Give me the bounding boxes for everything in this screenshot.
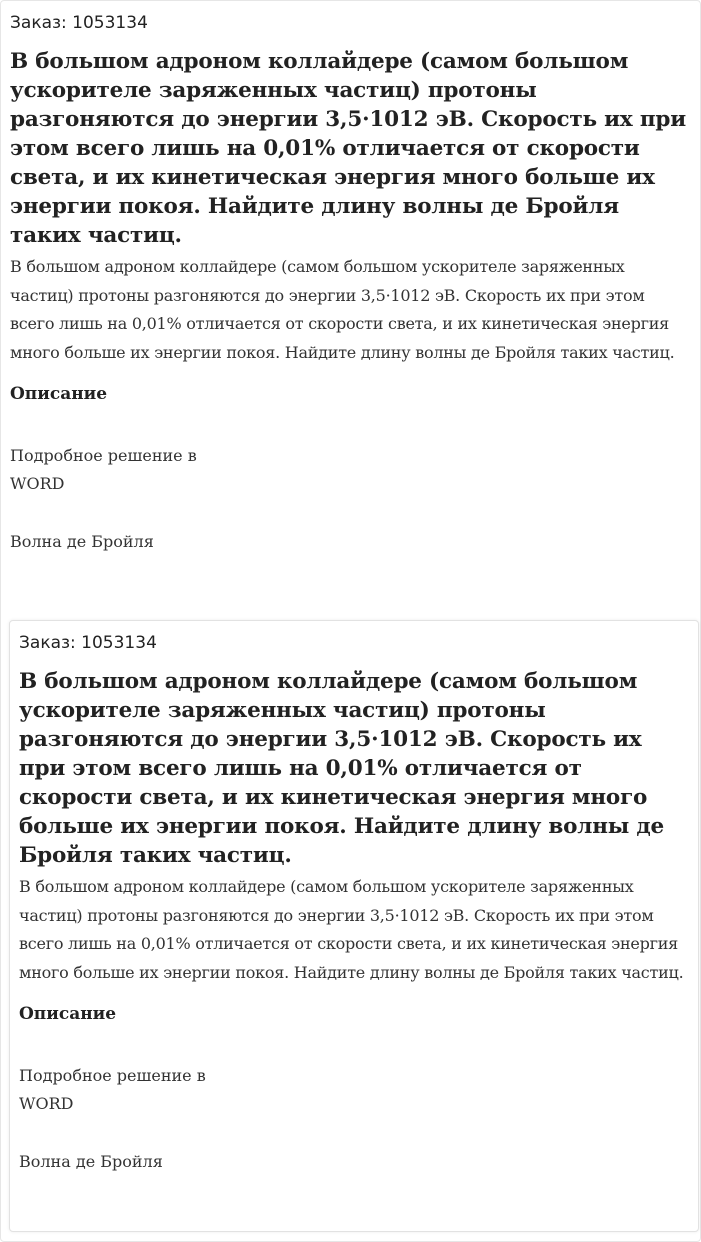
description-heading: Описание — [19, 1004, 117, 1024]
description-block — [10, 442, 691, 498]
description-format: WORD — [19, 1094, 74, 1113]
description-heading: Описание — [10, 384, 108, 404]
problem-title: В большом адроном коллайдере (самом большом ускорителе заряженных частиц) протоны разгоняются до энергии 3,5·1012 эВ. Скорость их при этом всего лишь на 0,01% отличается от скорости света, и их кинетическая энергия много больше их энергии покоя. Найдите длину волны де Бройля таких частиц. — [10, 49, 686, 248]
problem-title: В большом адроном коллайдере (самом большом ускорителе заряженных частиц) протоны разгоняются до энергии 3,5·1012 эВ. Скорость их при этом всего лишь на 0,01% отличается от скорости света, и их кинетическая энергия много больше их энергии покоя. Найдите длину волны де Бройля таких частиц. — [19, 669, 665, 868]
topic-tag: Волна де Бройля — [10, 532, 154, 551]
description-format: WORD — [10, 474, 65, 493]
description-line: Подробное решение в — [10, 446, 197, 465]
problem-text: В большом адроном коллайдере (самом большом ускорителе заряженных частиц) протоны разгоняются до энергии 3,5·1012 эВ. Скорость их при этом всего лишь на 0,01% отличается от скорости света, и их кинетическая энергия много больше их энергии покоя. Найдите длину волны де Бройля таких частиц. — [19, 877, 684, 982]
order-number: Заказ: 1053134 — [10, 13, 148, 33]
problem-text: В большом адроном коллайдере (самом большом ускорителе заряженных частиц) протоны разгоняются до энергии 3,5·1012 эВ. Скорость их при этом всего лишь на 0,01% отличается от скорости света, и их кинетическая энергия много больше их энергии покоя. Найдите длину волны де Бройля таких частиц. — [10, 257, 675, 362]
description-line: Подробное решение в — [19, 1066, 206, 1085]
description-block — [19, 1062, 689, 1118]
topic-tag: Волна де Бройля — [19, 1152, 163, 1171]
order-card-nested — [9, 620, 699, 1232]
order-number: Заказ: 1053134 — [19, 633, 157, 653]
